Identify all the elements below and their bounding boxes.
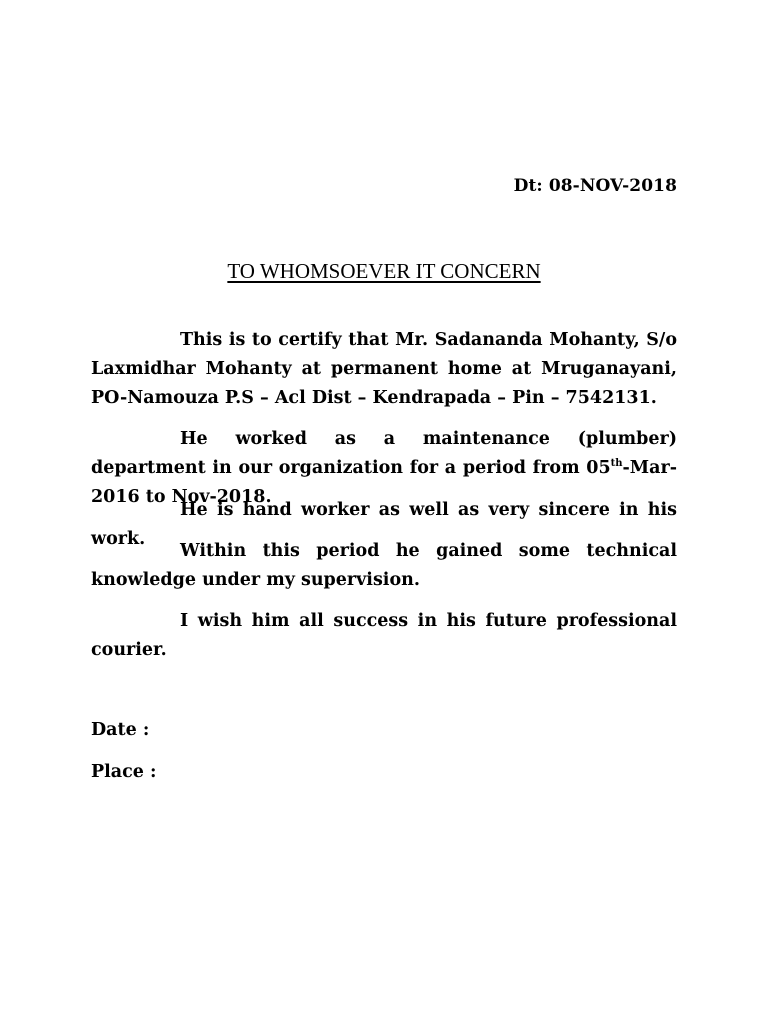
document-date: Dt: 08-NOV-2018 xyxy=(513,176,677,196)
paragraph-certification: This is to certify that Mr. Sadananda Mohanty, S/o Laxmidhar Mohanty at permanent home at Mruganayani, PO-Namouza P.S – Acl Dist – Kendrapada – Pin – 7542131. xyxy=(91,330,677,408)
document-heading: TO WHOMSOEVER IT CONCERN xyxy=(227,259,541,283)
date-field-label: Date : xyxy=(91,720,150,740)
paragraph-knowledge: Within this period he gained some technical knowledge under my supervision. xyxy=(91,541,677,590)
paragraph-employment-text-end: -Mar-2016 to Nov-2018. xyxy=(91,458,677,507)
paragraph-character: He is hand worker as well as very sincere in his work. xyxy=(91,500,677,549)
ordinal-suffix: th xyxy=(610,458,623,470)
paragraph-employment-text: He worked as a maintenance (plumber) department in our organization for a period from 05 xyxy=(91,429,677,478)
paragraph-wishes: I wish him all success in his future professional courier. xyxy=(91,611,677,660)
place-field-label: Place : xyxy=(91,762,157,782)
